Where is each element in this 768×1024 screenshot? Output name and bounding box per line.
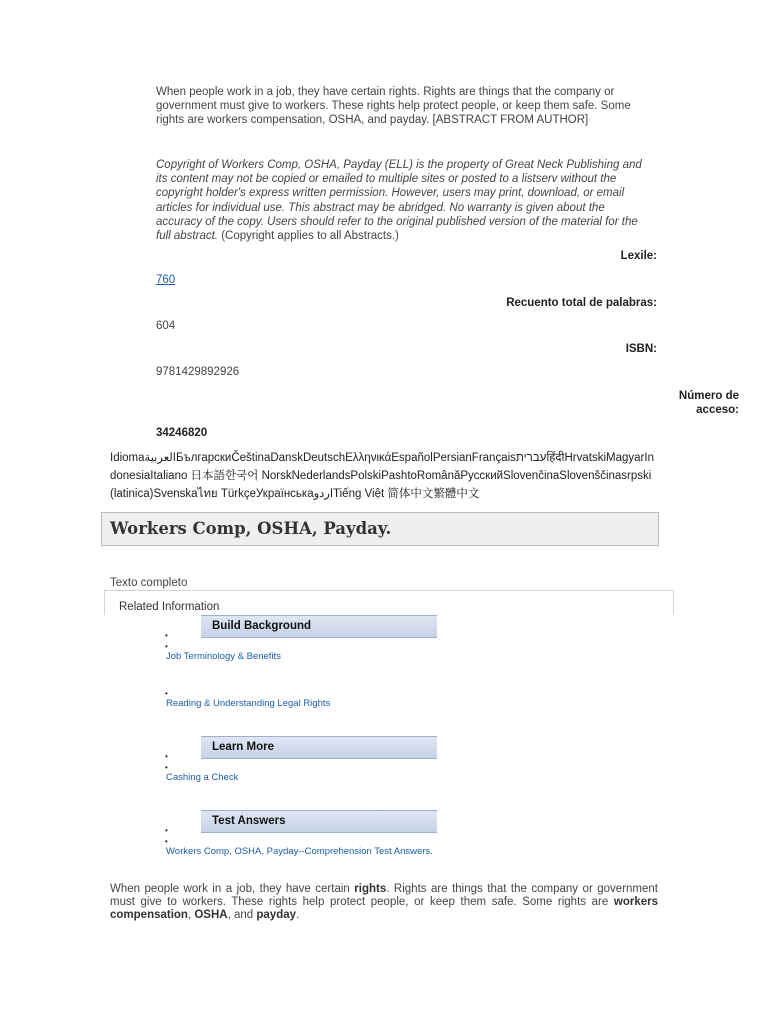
isbn-value: 9781429892926 (156, 366, 240, 378)
body-text: , and (227, 909, 257, 922)
bullet-icon: • (165, 631, 168, 640)
keyword-payday: payday (256, 909, 297, 922)
bullet-icon: • (165, 689, 168, 698)
accession-value: 34246820 (156, 427, 208, 439)
keyword-workers-compensation: workers compensation (110, 896, 658, 922)
bullet-icon: • (165, 752, 168, 761)
article-body-paragraph (110, 883, 658, 923)
abstract-text: When people work in a job, they have certain rights. Rights are things that the company or government must give to workers. These rights help protect people, or keep them safe. Some rights are workers compensation, OSHA, and payday. [ABSTRACT FROM AUTHOR] (156, 86, 631, 127)
accession-label-line2: acceso: (696, 404, 739, 416)
link-cashing-check[interactable]: Cashing a Check (166, 772, 239, 783)
learn-more-title: Learn More (212, 741, 274, 753)
bullet-icon: • (165, 642, 168, 651)
keyword-osha: OSHA (194, 909, 228, 922)
article-title-box (101, 512, 659, 546)
article-title: Workers Comp, OSHA, Payday. (110, 519, 392, 538)
body-text: When people work in a job, they have certain (110, 883, 355, 895)
keyword-rights: rights (354, 883, 387, 895)
test-answers-header (201, 810, 437, 833)
wordcount-value: 604 (156, 320, 176, 332)
bullet-icon: • (165, 826, 168, 835)
link-test-answers[interactable]: Workers Comp, OSHA, Payday--Comprehension Test Answers. (166, 846, 433, 857)
lexile-label: Lexile: (620, 250, 657, 262)
build-background-title: Build Background (212, 620, 312, 632)
accession-label-line1: Número de (678, 390, 739, 402)
link-job-terminology[interactable]: Job Terminology & Benefits (166, 651, 281, 662)
learn-more-header (201, 736, 437, 759)
test-answers-title: Test Answers (212, 815, 286, 827)
build-background-header (201, 615, 437, 638)
body-text: . (296, 909, 300, 922)
link-legal-rights[interactable]: Reading & Understanding Legal Rights (166, 698, 331, 709)
isbn-label: ISBN: (625, 343, 657, 355)
fulltext-label: Texto completo (110, 577, 188, 589)
wordcount-label: Recuento total de palabras: (506, 297, 657, 309)
copyright-notice (156, 158, 648, 243)
lexile-link[interactable]: 760 (156, 274, 176, 286)
body-text: . Rights are things that the company or government must give to workers. These rights help protect people, or keep them safe. Some rights are (110, 883, 658, 909)
language-list[interactable]: IdiomaالعربيةБългарскиČeštinaDanskDeutschΕλληνικάEspañolPersianFrançaisעבריתहिंदीHrvatskiMagyarIndonesiaItaliano 日本語한국어 NorskNederlandsPolskiPashtoRomânăPусскийSlovenčinaSlovenščinasrpski (latinica)Svenskaไทย TürkçeУкраїнськаاردوTiếng Việt 简体中文繁體中文 (110, 452, 654, 500)
bullet-icon: • (165, 763, 168, 772)
related-info-label: Related Information (119, 601, 220, 613)
body-text: , (187, 909, 195, 922)
related-info-box (104, 590, 674, 615)
copyright-note: (Copyright applies to all Abstracts.) (218, 230, 399, 243)
copyright-text: Copyright of Workers Comp, OSHA, Payday (ELL) is the property of Great Neck Publishing and its content may not be copied or emailed to multiple sites or posted to a listserv without the copyright holder's express written permission. However, users may print, download, or email articles for individual use. This abstract may be abridged. No warranty is given about the accuracy of the copy. Users should refer to the original published version of the material for the full abstract. (156, 159, 642, 243)
bullet-icon: • (165, 837, 168, 846)
